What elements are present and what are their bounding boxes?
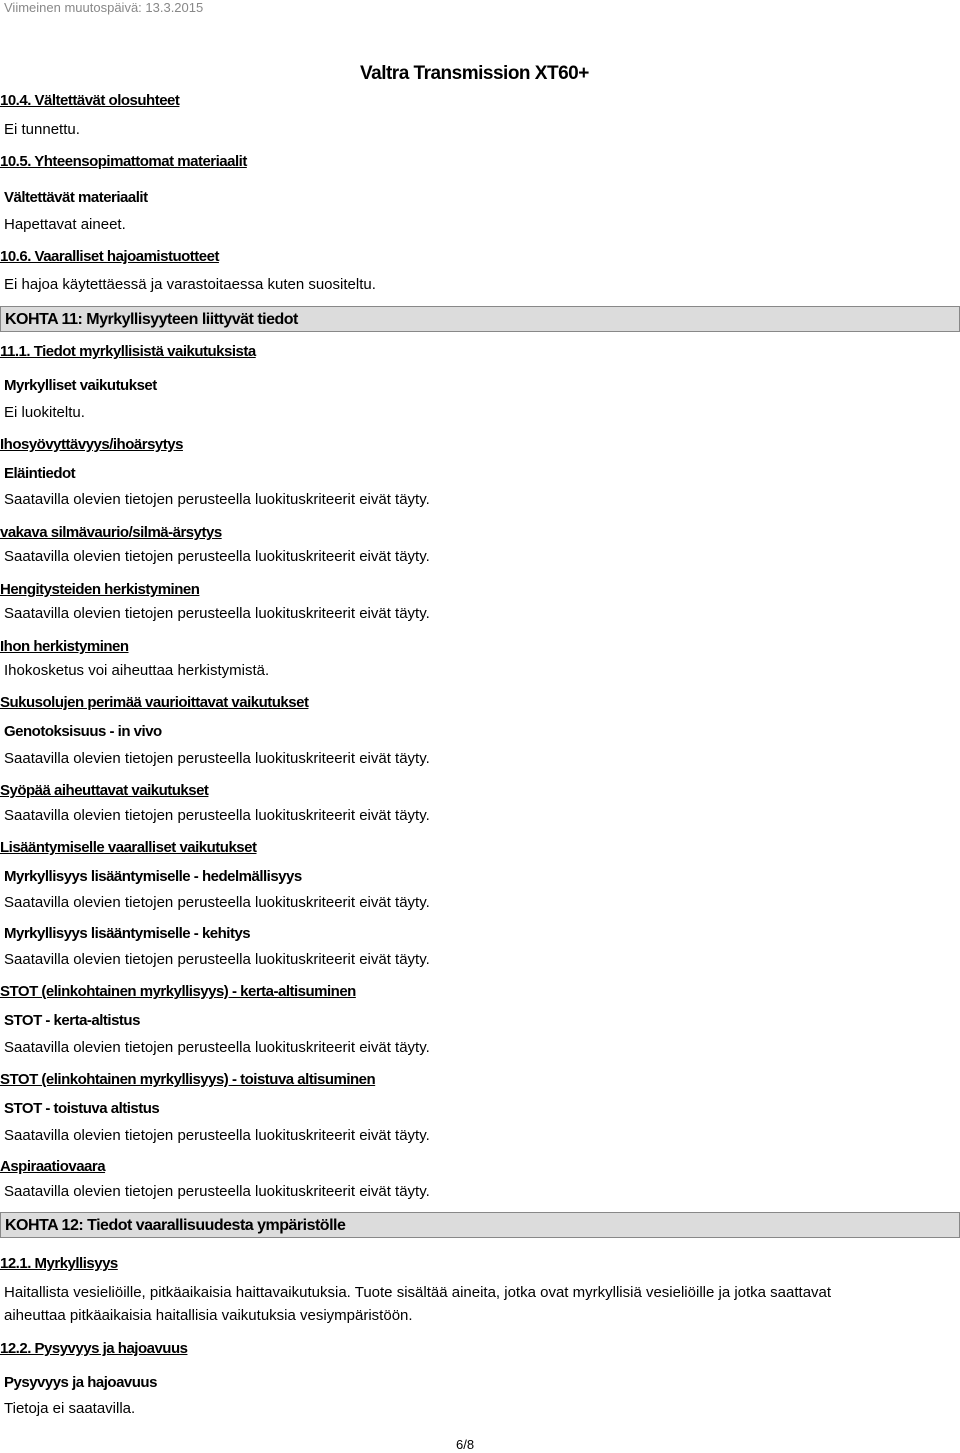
heading-skin-corrosion: Ihosyövyttävyys/ihoärsytys: [0, 436, 183, 453]
text-germ-cell-mutagenicity: Saatavilla olevien tietojen perusteella luokituskriteerit eivät täyty.: [4, 750, 430, 767]
heading-aspiration-hazard: Aspiraatiovaara: [0, 1158, 106, 1175]
heading-10-5: 10.5. Yhteensopimattomat materiaalit: [0, 153, 247, 170]
subheading-genotoxicity: Genotoksisuus - in vivo: [4, 723, 162, 740]
section-11-header: [0, 306, 960, 332]
text-aspiration-hazard: Saatavilla olevien tietojen perusteella luokituskriteerit eivät täyty.: [4, 1183, 430, 1200]
heading-10-6: 10.6. Vaaralliset hajoamistuotteet: [0, 248, 219, 265]
heading-12-2: 12.2. Pysyvyys ja hajoavuus: [0, 1340, 188, 1357]
heading-eye-damage: vakava silmävaurio/silmä-ärsytys: [0, 524, 222, 541]
last-modified-date: Viimeinen muutospäivä: 13.3.2015: [4, 0, 204, 15]
subheading-stot-single: STOT - kerta-altistus: [4, 1012, 140, 1029]
text-10-6: Ei hajoa käytettäessä ja varastoitaessa kuten suositeltu.: [4, 276, 376, 293]
heading-stot-single: STOT (elinkohtainen myrkyllisyys) - kerta-altisuminen: [0, 983, 356, 1000]
text-12-1-line2: aiheuttaa pitkäaikaisia haitallisia vaikutuksia vesiympäristöön.: [4, 1307, 413, 1324]
subheading-10-5: Vältettävät materiaalit: [4, 189, 148, 206]
heading-respiratory-sensitisation: Hengitysteiden herkistyminen: [0, 581, 200, 598]
subheading-animal-data: Eläintiedot: [4, 465, 76, 482]
heading-stot-repeated: STOT (elinkohtainen myrkyllisyys) - toistuva altisuminen: [0, 1071, 376, 1088]
text-respiratory-sensitisation: Saatavilla olevien tietojen perusteella luokituskriteerit eivät täyty.: [4, 605, 430, 622]
text-stot-single: Saatavilla olevien tietojen perusteella luokituskriteerit eivät täyty.: [4, 1039, 430, 1056]
text-fertility: Saatavilla olevien tietojen perusteella luokituskriteerit eivät täyty.: [4, 894, 430, 911]
heading-10-4: 10.4. Vältettävät olosuhteet: [0, 92, 180, 109]
section-12-header: [0, 1212, 960, 1238]
text-toxic-effects: Ei luokiteltu.: [4, 404, 85, 421]
heading-12-1: 12.1. Myrkyllisyys: [0, 1255, 118, 1272]
heading-reproductive-toxicity: Lisääntymiselle vaaralliset vaikutukset: [0, 839, 257, 856]
page-number: 6/8: [456, 1437, 475, 1452]
text-10-4: Ei tunnettu.: [4, 121, 80, 138]
text-eye-damage: Saatavilla olevien tietojen perusteella luokituskriteerit eivät täyty.: [4, 548, 430, 565]
product-name: Valtra Transmission XT60+: [360, 63, 589, 84]
text-10-5: Hapettavat aineet.: [4, 216, 126, 233]
heading-carcinogenicity: Syöpää aiheuttavat vaikutukset: [0, 782, 209, 799]
text-12-1-line1: Haitallista vesieliöille, pitkäaikaisia haittavaikutuksia. Tuote sisältää aineita, jotka ovat myrkyllisiä vesieliöille ja jotka saattavat: [4, 1284, 832, 1301]
subheading-development: Myrkyllisyys lisääntymiselle - kehitys: [4, 925, 251, 942]
heading-germ-cell-mutagenicity: Sukusolujen perimää vaurioittavat vaikutukset: [0, 694, 309, 711]
text-development: Saatavilla olevien tietojen perusteella luokituskriteerit eivät täyty.: [4, 951, 430, 968]
text-carcinogenicity: Saatavilla olevien tietojen perusteella luokituskriteerit eivät täyty.: [4, 807, 430, 824]
subheading-12-2: Pysyvyys ja hajoavuus: [4, 1374, 157, 1391]
subheading-toxic-effects: Myrkylliset vaikutukset: [4, 377, 157, 394]
section-11-title: KOHTA 11: Myrkyllisyyteen liittyvät tiedot: [5, 311, 298, 328]
text-skin-corrosion: Saatavilla olevien tietojen perusteella luokituskriteerit eivät täyty.: [4, 491, 430, 508]
subheading-stot-repeated: STOT - toistuva altistus: [4, 1100, 160, 1117]
heading-skin-sensitisation: Ihon herkistyminen: [0, 638, 129, 655]
heading-11-1: 11.1. Tiedot myrkyllisistä vaikutuksista: [0, 343, 256, 360]
text-12-2: Tietoja ei saatavilla.: [4, 1400, 136, 1417]
text-stot-repeated: Saatavilla olevien tietojen perusteella luokituskriteerit eivät täyty.: [4, 1127, 430, 1144]
subheading-fertility: Myrkyllisyys lisääntymiselle - hedelmällisyys: [4, 868, 302, 885]
section-12-title: KOHTA 12: Tiedot vaarallisuudesta ympäristölle: [5, 1217, 346, 1234]
text-skin-sensitisation: Ihokosketus voi aiheuttaa herkistymistä.: [4, 662, 270, 679]
